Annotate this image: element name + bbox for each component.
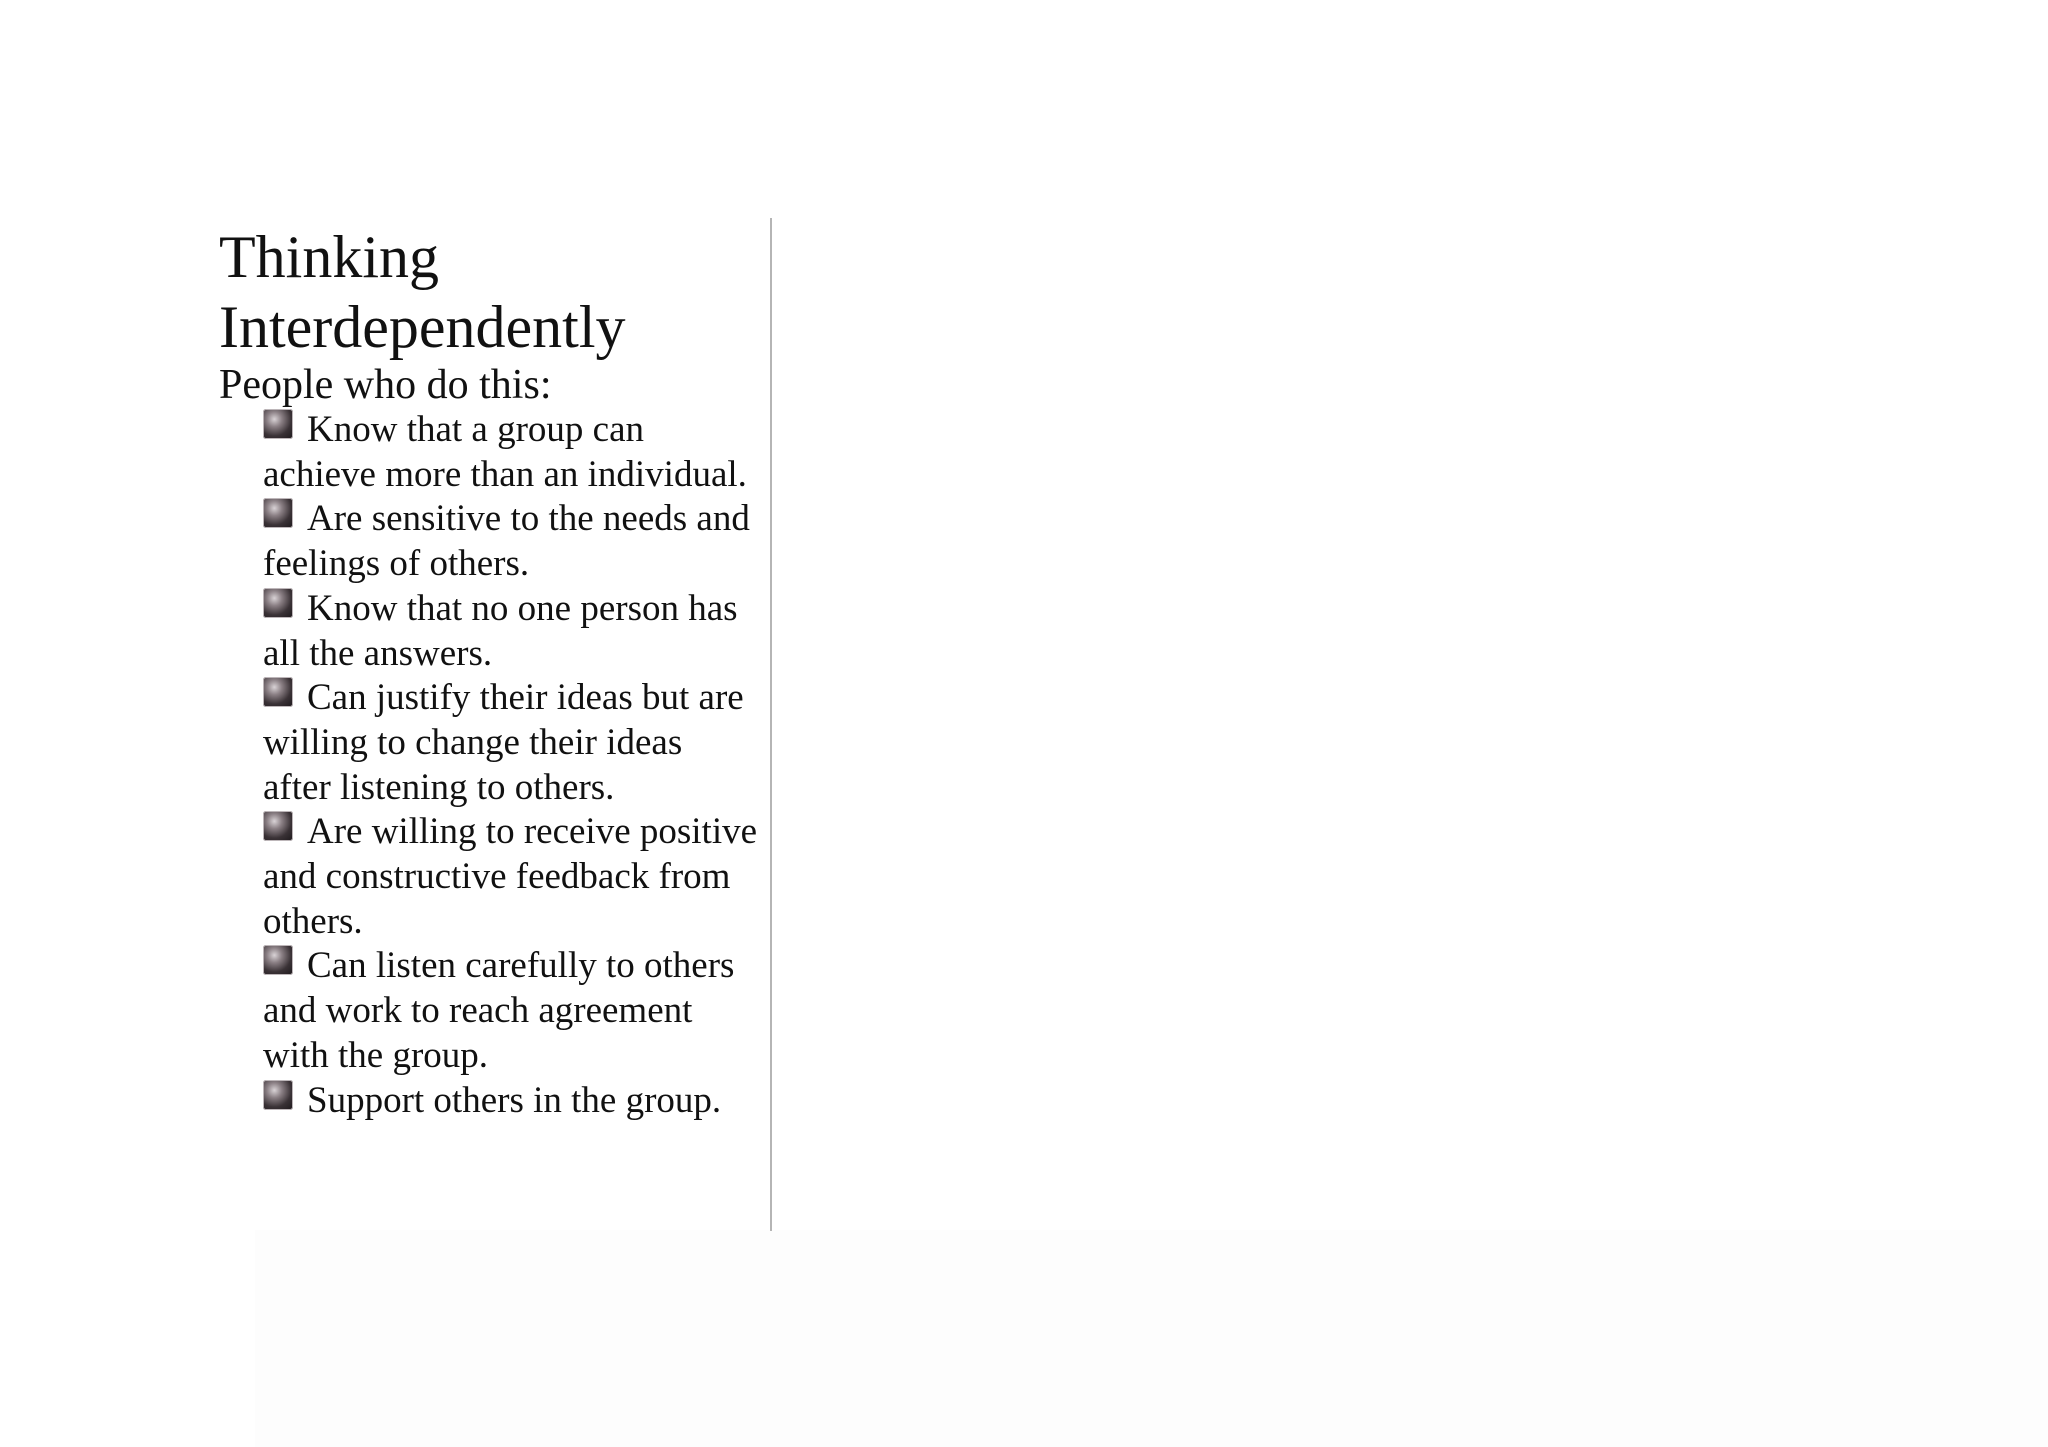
list-item [263,810,759,944]
column-divider [770,218,772,1231]
list-item-text: Know that a group can achieve more than an individual. [263,409,747,495]
list-item-text: Can justify their ideas but are willing to change their ideas after listening to others. [263,677,744,808]
list-item [263,944,759,1078]
sphere-bullet-icon [263,811,293,841]
sphere-bullet-icon [263,945,293,975]
list-item [263,497,759,586]
sphere-bullet-icon [263,409,293,439]
background-shade [255,1230,2048,1447]
list-item [263,676,759,810]
title-line-2: Interdependently [219,294,626,360]
bullet-list [219,408,759,1123]
sphere-bullet-icon [263,1080,293,1110]
sphere-bullet-icon [263,677,293,707]
list-item [263,408,759,497]
list-item-text: Are willing to receive positive and constructive feedback from others. [263,811,758,942]
list-item [263,1079,759,1124]
intro-text: People who do this: [219,362,552,408]
list-item-text: Can listen carefully to others and work to reach agreement with the group. [263,945,735,1076]
sphere-bullet-icon [263,498,293,528]
list-item [263,587,759,676]
page-title [219,222,759,362]
list-item-text: Support others in the group. [307,1079,722,1121]
list-item-text: Are sensitive to the needs and feelings of others. [263,498,750,585]
sphere-bullet-icon [263,588,293,618]
left-column [219,222,759,1123]
list-item-text: Know that no one person has all the answers. [263,587,738,674]
title-line-1: Thinking [219,224,439,290]
